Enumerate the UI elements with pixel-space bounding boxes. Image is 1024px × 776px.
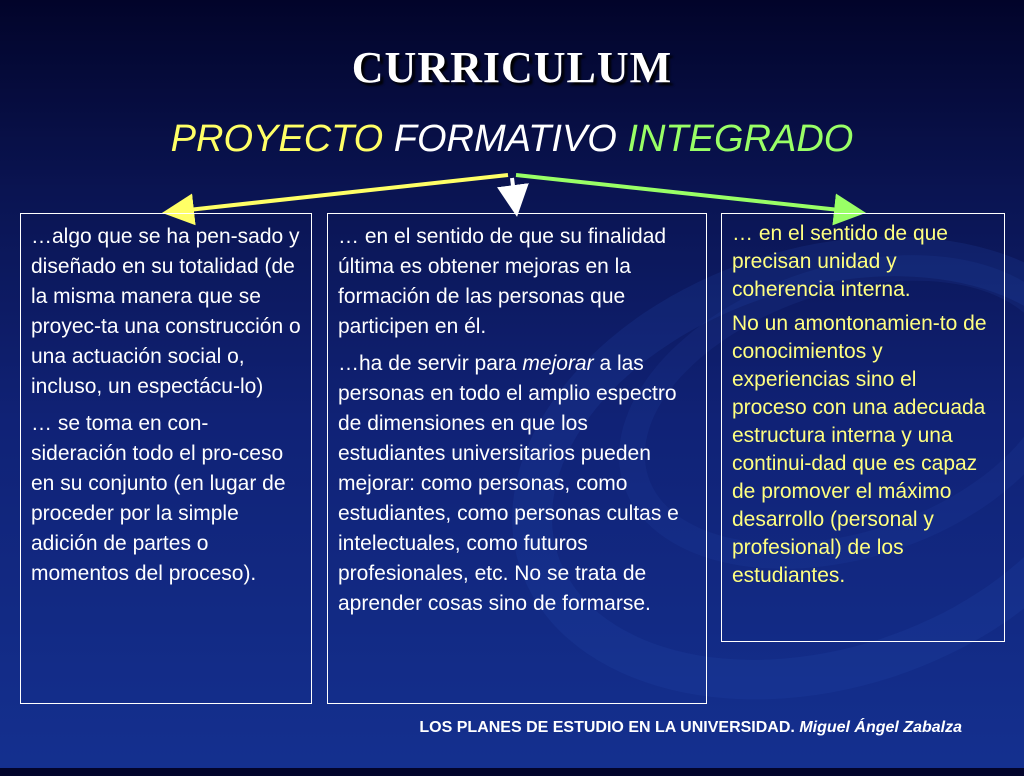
arrow-to-left-box [170,175,508,212]
arrow-to-middle-box [512,178,516,209]
middle-box-paragraph-2 [338,349,698,619]
connector-arrows [0,0,1024,230]
footer-book-title: LOS PLANES DE ESTUDIO EN LA UNIVERSIDAD. [419,719,795,736]
subtitle-formativo: FORMATIVO [393,118,617,160]
right-text-box [721,213,1005,642]
footer-author: Miguel Ángel Zabalza [799,719,962,736]
slide-footer [419,719,962,737]
left-text-box [20,213,312,704]
arrow-to-right-box [516,175,858,212]
middle-box-paragraph-1: … en el sentido de que su finalidad última es obtener mejoras en la formación de las personas que participen en él. [338,225,667,338]
middle-text-box [327,213,707,704]
subtitle-proyecto: PROYECTO [170,118,384,160]
right-box-paragraph-2: No un amontonamien-to de conocimientos y experiencias sino el proceso con una adecuada estructura interna y una continui-dad que es capaz de promover el máximo desarrollo (personal y profesional) de los estudiantes. [732,312,987,587]
middle-box-p2-emphasis: mejorar [522,352,594,375]
left-box-paragraph-2: … se toma en con-sideración todo el pro-ceso en su conjunto (en lugar de proceder por la simple adición de partes o momentos del proceso). [31,412,286,585]
slide-title: CURRICULUM [351,43,673,92]
middle-box-p2-end: a las personas en todo el amplio espectro de dimensiones en que los estudiantes universitarios pueden mejorar: como personas, como estudiantes, como personas cultas e intelectuales, como futuros profesionales, etc. No se trata de aprender cosas sino de formarse. [338,352,679,615]
middle-box-p2-start: …ha de servir para [338,352,523,375]
right-box-paragraph-1: … en el sentido de que precisan unidad y coherencia interna. [732,222,948,301]
subtitle-integrado: INTEGRADO [627,118,854,160]
left-box-paragraph-1: …algo que se ha pen-sado y diseñado en su totalidad (de la misma manera que se proyec-ta una construcción o una actuación social o, incluso, un espectácu-lo) [31,225,301,398]
